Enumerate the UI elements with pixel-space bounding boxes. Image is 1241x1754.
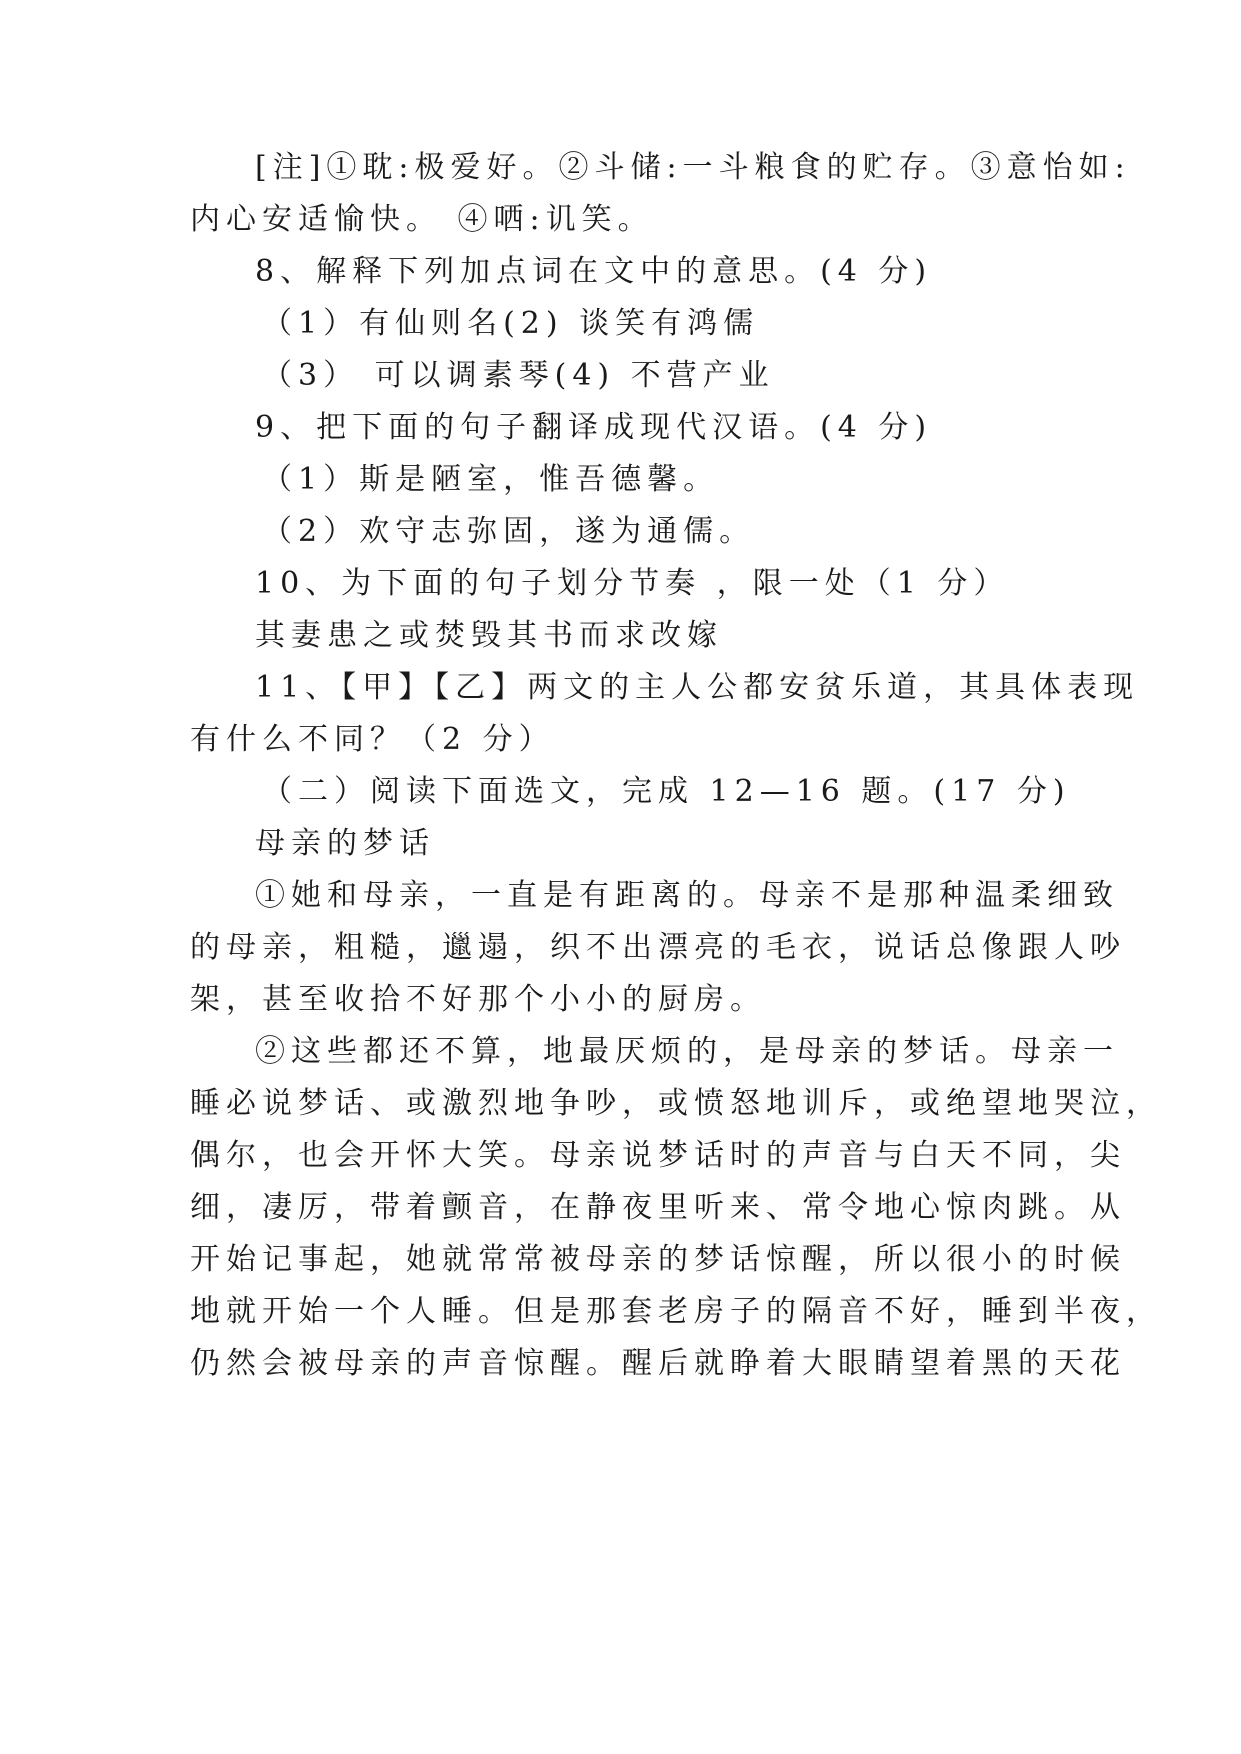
paragraph-1-line-2: 的母亲，粗糙，邋遢，织不出漂亮的毛衣，说话总像跟人吵 — [190, 930, 1126, 965]
question-10: 10、为下面的句子划分节奏 ，限一处（1 分） — [255, 566, 1010, 601]
question-11-line-2: 有什么不同？（2 分） — [190, 722, 555, 757]
paragraph-2-line-7: 仍然会被母亲的声音惊醒。醒后就睁着大眼睛望着黑的天花 — [190, 1346, 1126, 1381]
question-8: 8、解释下列加点词在文中的意思。(4 分) — [255, 254, 933, 289]
paragraph-2-line-1: ②这些都还不算，地最厌烦的，是母亲的梦话。母亲一 — [255, 1034, 1119, 1069]
question-8-items-1: （1）有仙则名(2) 谈笑有鸿儒 — [262, 306, 760, 341]
section-heading: （二）阅读下面选文，完成 12—16 题。(17 分) — [262, 774, 1071, 809]
question-9-item-2: （2）欢守志弥固，遂为通儒。 — [262, 514, 756, 549]
question-9-item-1: （1）斯是陋室，惟吾德馨。 — [262, 462, 720, 497]
question-10-sentence: 其妻患之或焚毁其书而求改嫁 — [255, 618, 723, 653]
paragraph-1-line-1: ①她和母亲，一直是有距离的。母亲不是那种温柔细致 — [255, 878, 1119, 913]
paragraph-2-line-2: 睡必说梦话、或激烈地争吵，或愤怒地训斥，或绝望地哭泣， — [190, 1086, 1162, 1121]
passage-title: 母亲的梦话 — [255, 826, 435, 861]
question-9: 9、把下面的句子翻译成现代汉语。(4 分) — [255, 410, 933, 445]
paragraph-2-line-5: 开始记事起，她就常常被母亲的梦话惊醒，所以很小的时候 — [190, 1242, 1126, 1277]
paragraph-2-line-3: 偶尔，也会开怀大笑。母亲说梦话时的声音与白天不同，尖 — [190, 1138, 1126, 1173]
note-line-1: [注]①耽:极爱好。②斗储:一斗粮食的贮存。③意怡如: — [255, 150, 1131, 185]
paragraph-1-line-3: 架，甚至收拾不好那个小小的厨房。 — [190, 982, 766, 1017]
paragraph-2-line-6: 地就开始一个人睡。但是那套老房子的隔音不好，睡到半夜， — [190, 1294, 1162, 1329]
paragraph-2-line-4: 细，凄厉，带着颤音，在静夜里听来、常令地心惊肉跳。从 — [190, 1190, 1126, 1225]
question-8-items-2: （3） 可以调素琴(4) 不营产业 — [262, 358, 775, 393]
note-line-2: 内心安适愉快。 ④哂:讥笑。 — [190, 202, 654, 237]
question-11-line-1: 11、【甲】【乙】两文的主人公都安贫乐道，其具体表现 — [255, 670, 1140, 705]
